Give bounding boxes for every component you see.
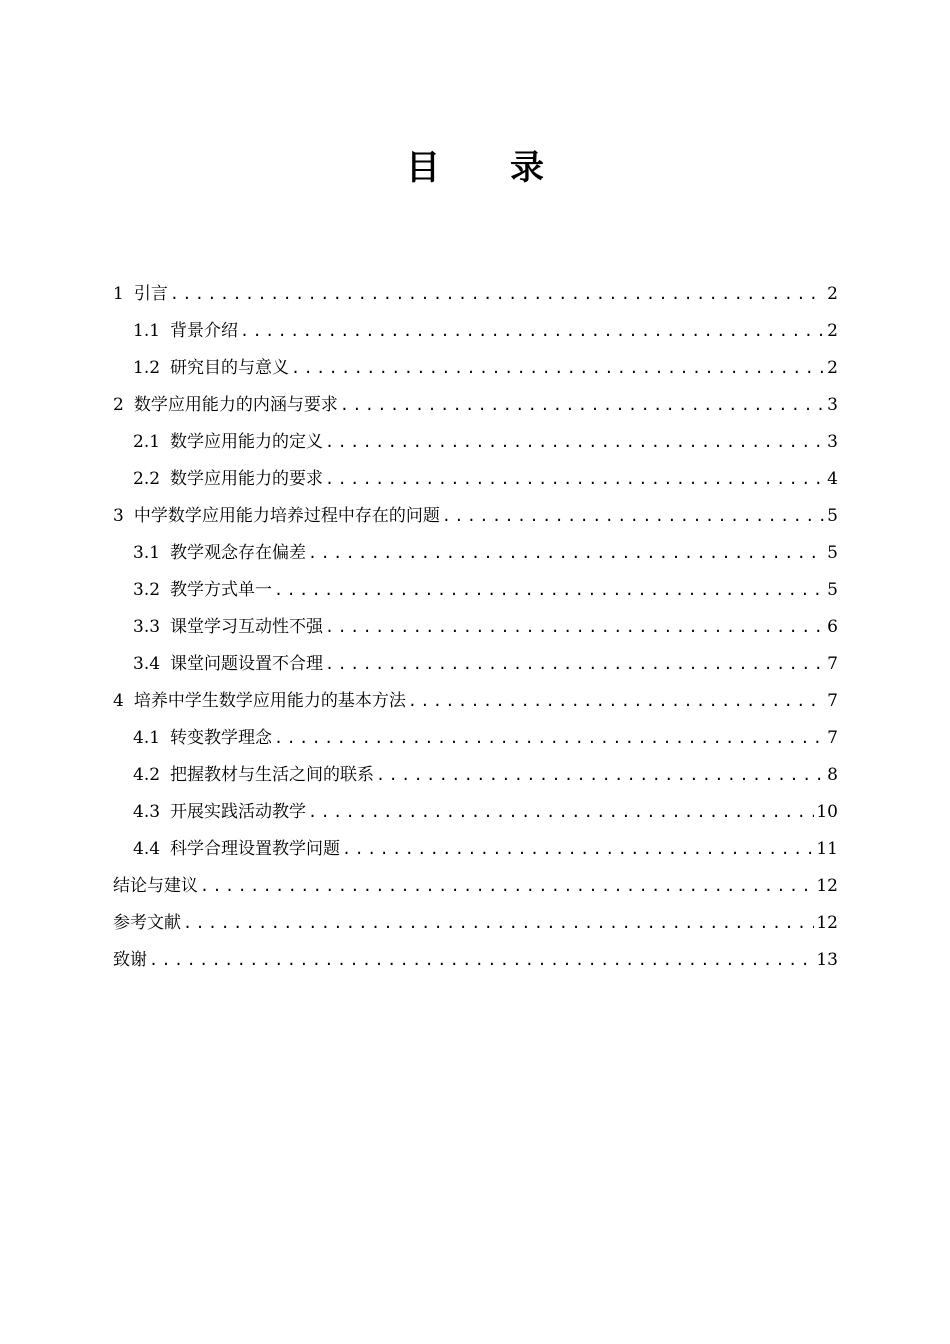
toc-entry[interactable] <box>113 868 838 905</box>
toc-dot-leader <box>408 683 825 720</box>
toc-entry-label: 结论与建议 <box>113 876 198 896</box>
toc-entry-number: 2.1 <box>133 432 161 452</box>
toc-entry-page-number: 3 <box>827 395 838 415</box>
toc-entry-number: 4.3 <box>133 802 161 822</box>
toc-dot-leader <box>308 794 814 831</box>
table-of-contents <box>113 276 838 979</box>
toc-entry[interactable] <box>113 720 838 757</box>
toc-entry-label: 参考文献 <box>113 913 181 933</box>
toc-entry-page-number: 5 <box>827 580 838 600</box>
toc-entry-number: 2.2 <box>133 469 161 489</box>
toc-entry-page-number: 8 <box>827 765 838 785</box>
toc-dot-leader <box>149 942 814 979</box>
toc-entry-number: 3.1 <box>133 543 161 563</box>
toc-entry[interactable] <box>113 350 838 387</box>
toc-entry-number: 3.4 <box>133 654 161 674</box>
toc-entry-label: 数学应用能力的定义 <box>170 432 324 452</box>
toc-entry-number: 3.2 <box>133 580 161 600</box>
page-title <box>0 140 950 189</box>
toc-entry-label: 转变教学理念 <box>170 728 273 748</box>
toc-dot-leader <box>325 609 825 646</box>
toc-entry-label: 课堂学习互动性不强 <box>170 617 324 637</box>
toc-entry-label: 课堂问题设置不合理 <box>170 654 324 674</box>
toc-entry[interactable] <box>113 424 838 461</box>
toc-dot-leader <box>200 868 814 905</box>
toc-entry[interactable] <box>113 831 838 868</box>
toc-entry-page-number: 2 <box>827 358 838 378</box>
toc-entry[interactable] <box>113 683 838 720</box>
toc-entry-number: 3.3 <box>133 617 161 637</box>
toc-entry[interactable] <box>113 646 838 683</box>
toc-entry-page-number: 5 <box>827 543 838 563</box>
toc-entry-number: 1.2 <box>133 358 161 378</box>
toc-entry-label: 背景介绍 <box>170 321 239 341</box>
toc-entry-page-number: 2 <box>827 321 838 341</box>
toc-entry-number: 2 <box>113 395 124 415</box>
toc-entry-label: 数学应用能力的要求 <box>170 469 324 489</box>
toc-entry[interactable] <box>113 757 838 794</box>
toc-dot-leader <box>170 276 825 313</box>
toc-entry-label: 培养中学生数学应用能力的基本方法 <box>133 691 406 711</box>
toc-entry[interactable] <box>113 387 838 424</box>
toc-entry[interactable] <box>113 535 838 572</box>
toc-entry-label: 致谢 <box>113 950 147 970</box>
toc-entry-number: 1.1 <box>133 321 161 341</box>
toc-dot-leader <box>240 313 825 350</box>
toc-dot-leader <box>342 831 814 868</box>
toc-entry-page-number: 3 <box>827 432 838 452</box>
toc-entry-label: 数学应用能力的内涵与要求 <box>133 395 338 415</box>
toc-entry[interactable] <box>113 905 838 942</box>
toc-entry-number: 4.2 <box>133 765 161 785</box>
toc-entry-page-number: 11 <box>816 839 838 859</box>
toc-entry-label: 教学方式单一 <box>170 580 273 600</box>
toc-entry-page-number: 2 <box>827 284 838 304</box>
toc-dot-leader <box>325 461 825 498</box>
toc-entry[interactable] <box>113 276 838 313</box>
toc-entry-label: 中学数学应用能力培养过程中存在的问题 <box>133 506 440 526</box>
toc-entry-label: 把握教材与生活之间的联系 <box>170 765 375 785</box>
title-char-2: 录 <box>510 148 544 188</box>
toc-dot-leader <box>308 535 825 572</box>
toc-dot-leader <box>274 572 825 609</box>
toc-entry[interactable] <box>113 461 838 498</box>
toc-entry-label: 研究目的与意义 <box>170 358 290 378</box>
toc-dot-leader <box>442 498 825 535</box>
toc-dot-leader <box>274 720 825 757</box>
toc-entry-label: 引言 <box>133 284 168 304</box>
toc-entry-page-number: 13 <box>816 950 838 970</box>
toc-entry[interactable] <box>113 572 838 609</box>
toc-entry-page-number: 12 <box>816 913 838 933</box>
toc-entry-page-number: 7 <box>827 691 838 711</box>
toc-dot-leader <box>325 424 825 461</box>
toc-entry-label: 开展实践活动教学 <box>170 802 307 822</box>
toc-entry[interactable] <box>113 609 838 646</box>
toc-entry-label: 教学观念存在偏差 <box>170 543 307 563</box>
toc-entry-number: 4 <box>113 691 124 711</box>
toc-entry-page-number: 5 <box>827 506 838 526</box>
toc-entry-page-number: 10 <box>816 802 838 822</box>
toc-entry[interactable] <box>113 942 838 979</box>
toc-entry-page-number: 4 <box>827 469 838 489</box>
toc-entry[interactable] <box>113 313 838 350</box>
toc-dot-leader <box>183 905 814 942</box>
title-char-1: 目 <box>406 148 440 188</box>
toc-entry-number: 1 <box>113 284 124 304</box>
toc-entry-label: 科学合理设置教学问题 <box>170 839 341 859</box>
toc-entry-page-number: 7 <box>827 728 838 748</box>
toc-entry[interactable] <box>113 498 838 535</box>
toc-entry-page-number: 6 <box>827 617 838 637</box>
toc-dot-leader <box>340 387 825 424</box>
toc-dot-leader <box>291 350 825 387</box>
toc-entry-page-number: 7 <box>827 654 838 674</box>
toc-entry-page-number: 12 <box>816 876 838 896</box>
toc-entry-number: 4.1 <box>133 728 161 748</box>
toc-dot-leader <box>325 646 825 683</box>
toc-entry-number: 4.4 <box>133 839 161 859</box>
toc-entry[interactable] <box>113 794 838 831</box>
toc-entry-number: 3 <box>113 506 124 526</box>
toc-dot-leader <box>376 757 825 794</box>
